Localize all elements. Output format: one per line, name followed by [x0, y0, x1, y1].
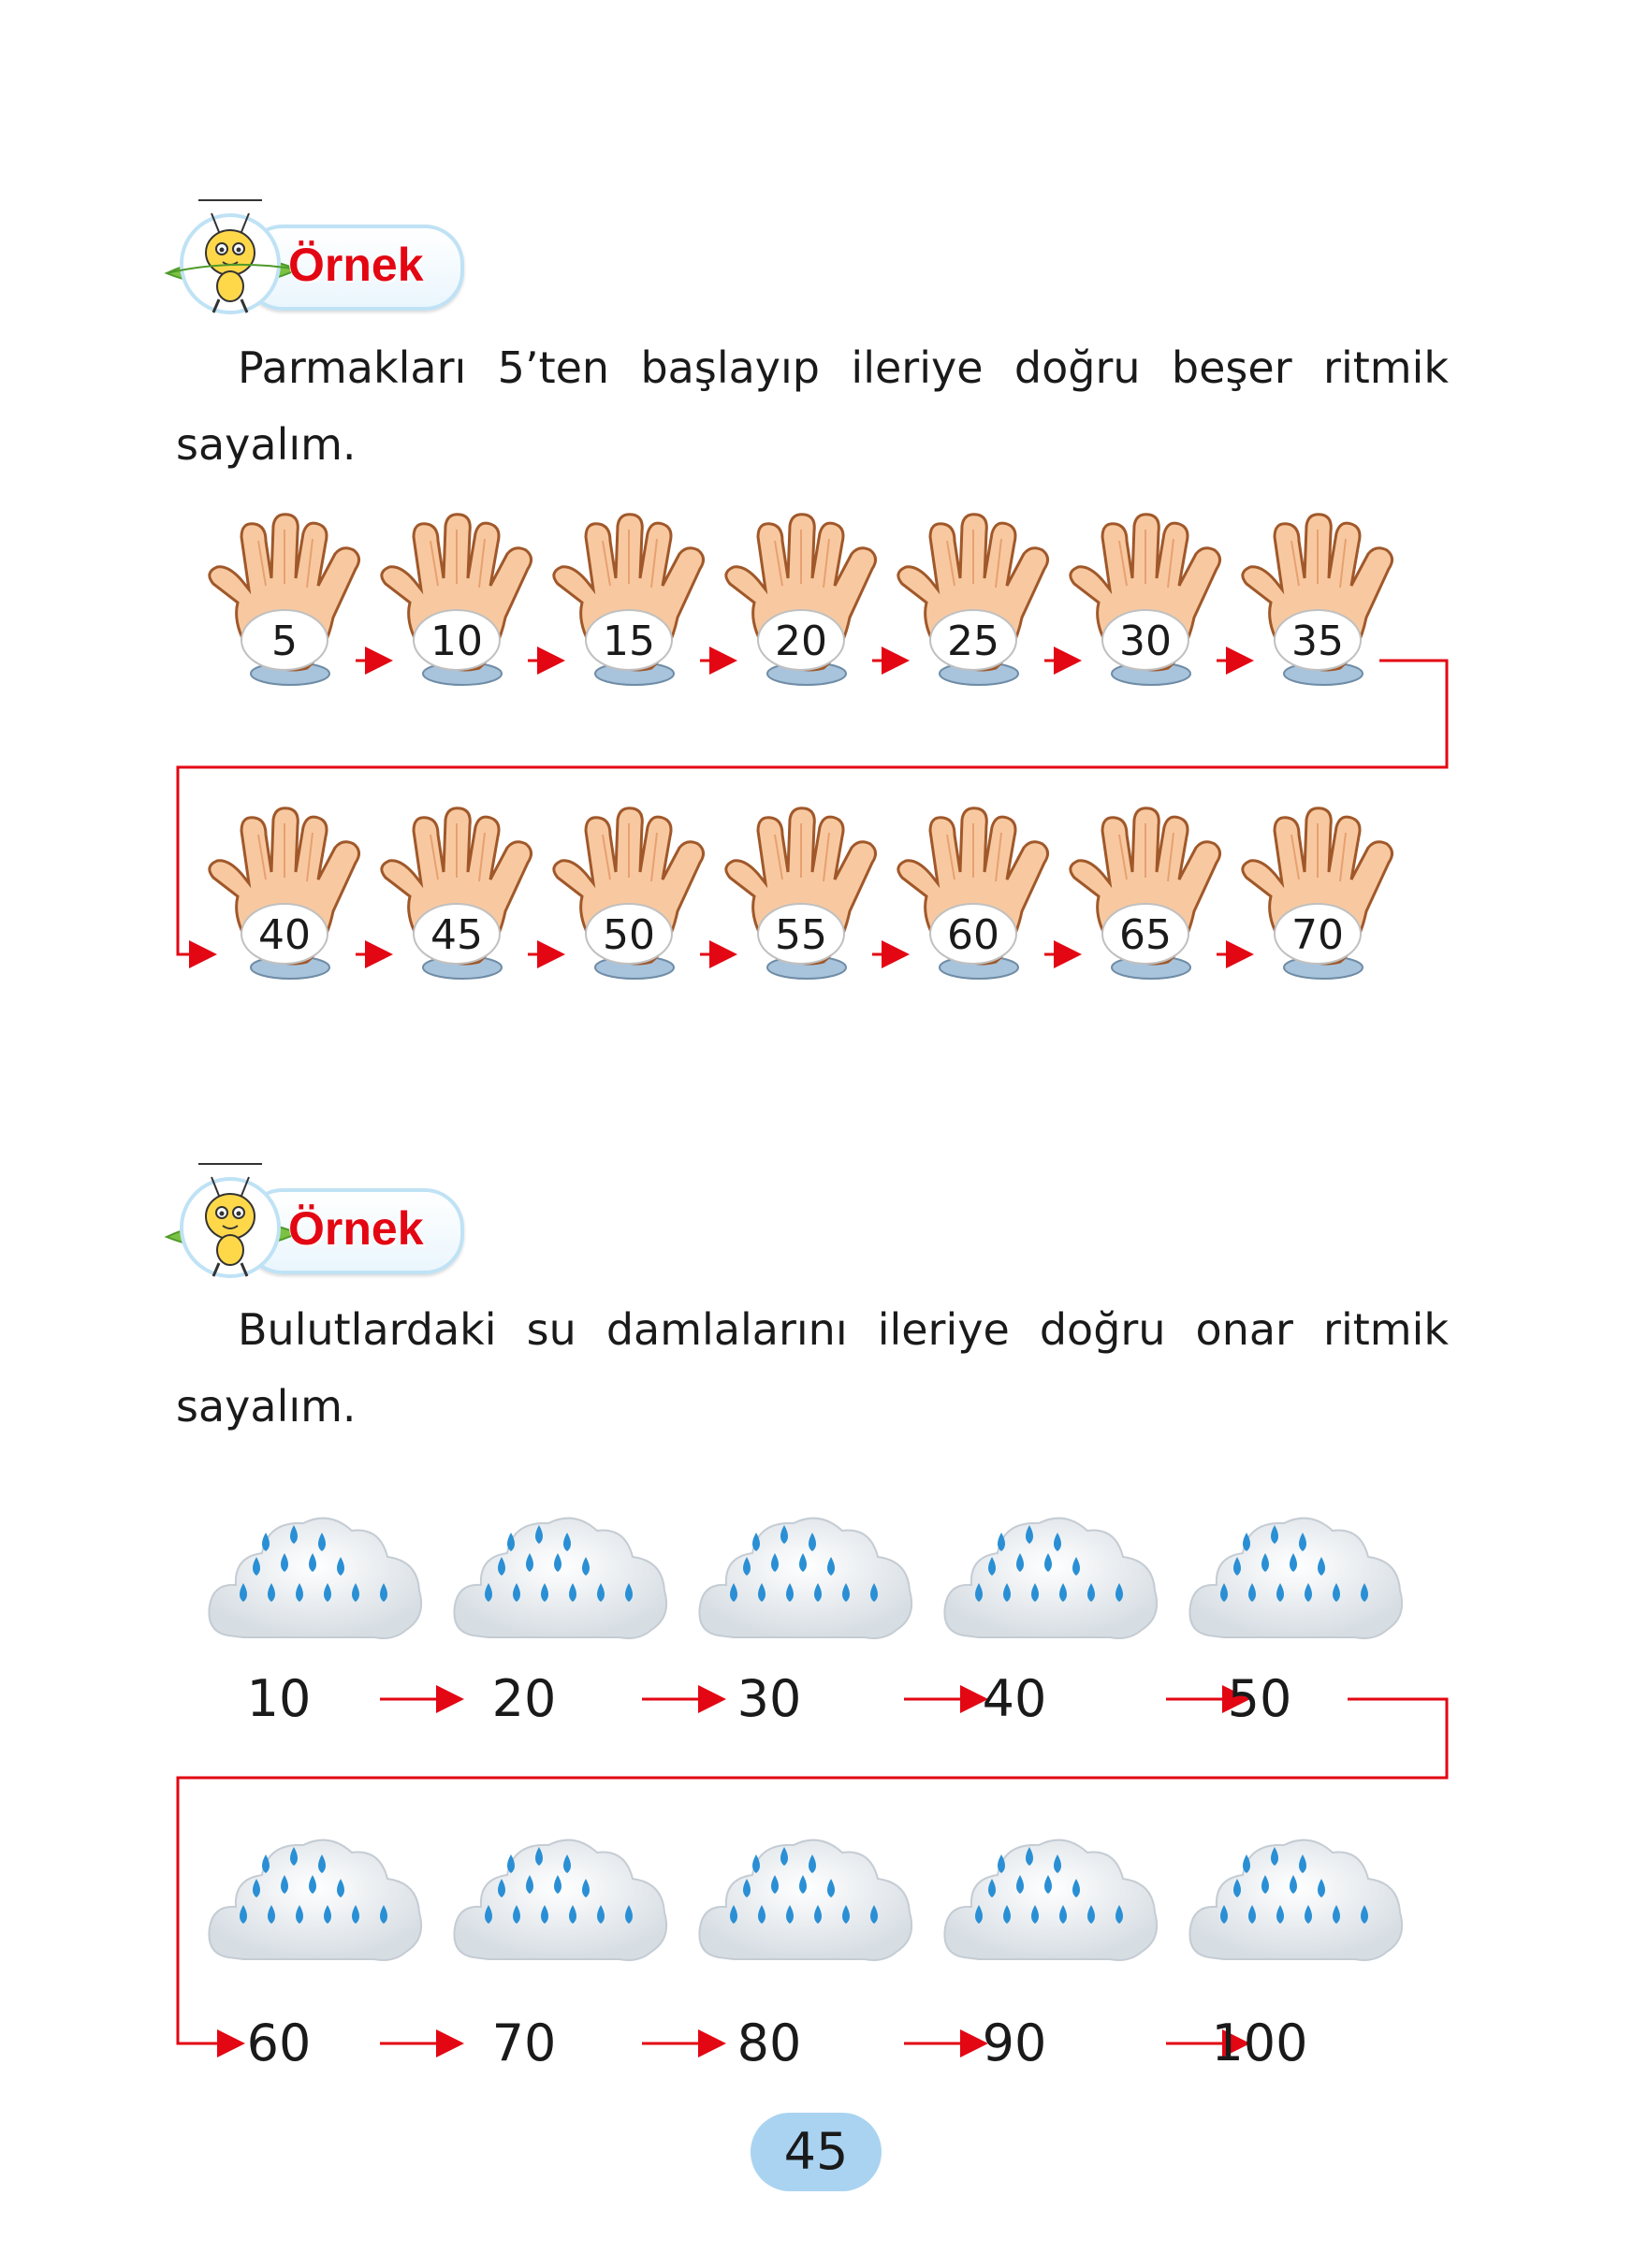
cloud-number: 30	[736, 1669, 802, 1728]
cloud-item	[1187, 1505, 1411, 1654]
cloud-item	[451, 1505, 676, 1654]
hand-number: 25	[947, 618, 999, 665]
hand-number: 5	[271, 618, 298, 665]
hand-number: 20	[775, 618, 827, 665]
cloud-icon	[451, 1826, 676, 1976]
badge-label: Örnek	[288, 1202, 424, 1255]
hand-number: 65	[1119, 911, 1172, 959]
hand-number: 70	[1291, 911, 1344, 959]
cloud-item	[941, 1505, 1166, 1654]
cloud-icon	[206, 1505, 430, 1654]
cloud-number: 40	[982, 1669, 1047, 1728]
cloud-item	[1187, 1826, 1411, 1976]
cloud-item	[206, 1505, 430, 1654]
hand-number: 35	[1291, 618, 1344, 665]
cloud-number: 10	[246, 1669, 312, 1728]
instruction-text-2: Bulutlardaki su damlalarını ileriye doğru onar ritmik sayalım.	[176, 1304, 1449, 1432]
hand-number: 40	[258, 911, 311, 959]
hand-number: 10	[430, 618, 483, 665]
cloud-icon	[1187, 1505, 1411, 1654]
hand-number: 45	[430, 911, 483, 959]
hand-number: 50	[603, 911, 655, 959]
hand-number: 60	[947, 911, 999, 959]
badge-label: Örnek	[288, 239, 424, 291]
instruction-text-1: Parmakları 5’ten başlayıp ileriye doğru beşer ritmik sayalım.	[176, 342, 1449, 470]
page-number: 45	[783, 2122, 849, 2181]
cloud-item	[696, 1505, 921, 1654]
cloud-item	[206, 1826, 430, 1976]
cloud-number: 80	[736, 2014, 802, 2072]
cloud-number: 50	[1227, 1669, 1292, 1728]
cloud-icon	[941, 1826, 1166, 1976]
cloud-number: 70	[491, 2014, 557, 2072]
cloud-icon	[696, 1826, 921, 1976]
cloud-number: 100	[1211, 2014, 1308, 2072]
cloud-icon	[451, 1505, 676, 1654]
cloud-icon	[1187, 1826, 1411, 1976]
cloud-number: 90	[982, 2014, 1047, 2072]
cloud-item	[696, 1826, 921, 1976]
cloud-item	[451, 1826, 676, 1976]
cloud-icon	[696, 1505, 921, 1654]
cloud-number: 60	[246, 2014, 312, 2072]
cloud-number: 20	[491, 1669, 557, 1728]
hand-number: 15	[603, 618, 655, 665]
hand-number: 55	[775, 911, 827, 959]
cloud-icon	[941, 1505, 1166, 1654]
cloud-item	[941, 1826, 1166, 1976]
hand-number: 30	[1119, 618, 1172, 665]
cloud-icon	[206, 1826, 430, 1976]
